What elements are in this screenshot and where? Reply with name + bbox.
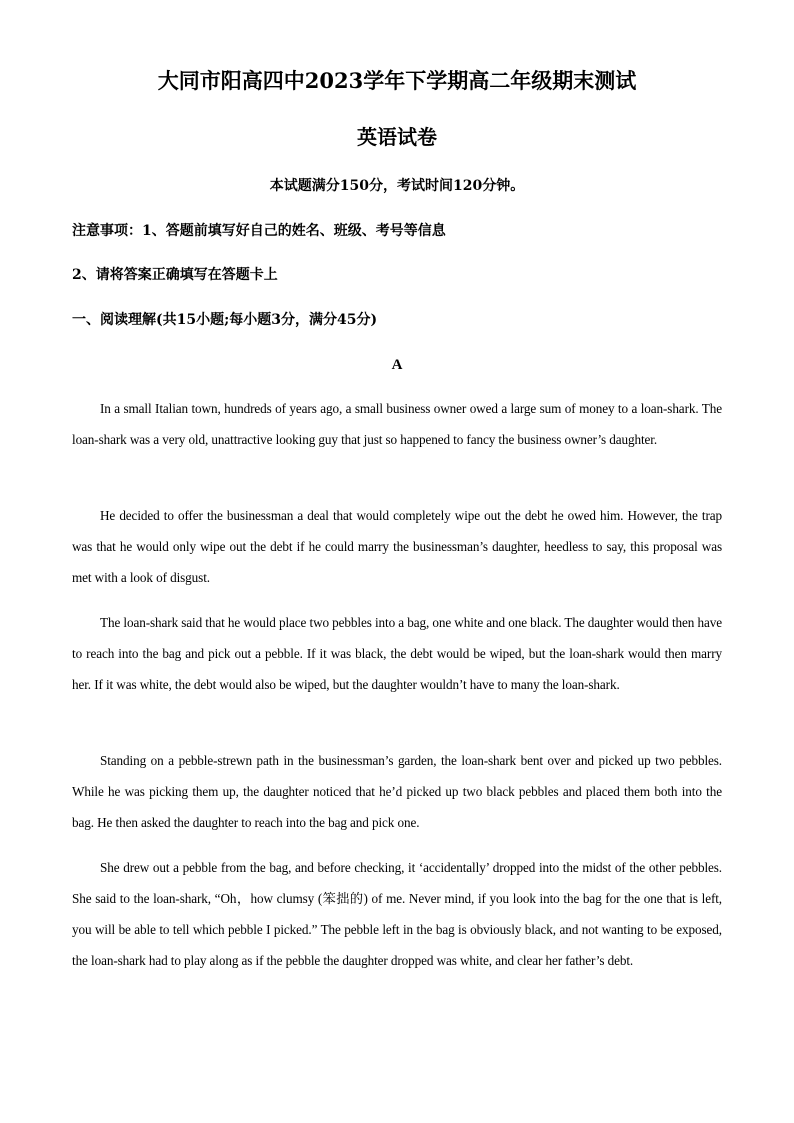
notice-line-1: 注意事项：1、答题前填写好自己的姓名、班级、考号等信息 — [72, 223, 446, 239]
exam-title: 大同市阳高四中2023学年下学期高二年级期末测试 — [157, 68, 637, 93]
section-heading: 一、阅读理解(共15小题;每小题3分，满分45分) — [72, 312, 378, 328]
passage-letter: A — [391, 357, 403, 373]
passage-paragraph: The loan-shark said that he would place two pebbles into a bag, one white and one black. The daughter would then have to reach into the bag and pick out a pebble. If it was black, the debt would be wiped, but the loan-shark would then marry her. If it was white, the debt would also be wiped, but the daughter wouldn’t have to many the loan-shark. — [72, 615, 722, 692]
notice-line-2: 2、请将答案正确填写在答题卡上 — [72, 267, 278, 283]
exam-info: 本试题满分150分，考试时间120分钟。 — [269, 178, 525, 194]
passage-paragraph: He decided to offer the businessman a deal that would completely wipe out the debt he owed him. However, the trap was that he would only wipe out the debt if he could marry the businessman’s daughter, heedless to say, this proposal was met with a look of disgust. — [72, 508, 722, 585]
exam-subtitle: 英语试卷 — [357, 125, 437, 149]
passage-paragraph: Standing on a pebble-strewn path in the businessman’s garden, the loan-shark bent over and picked up two pebbles. While he was picking them up, the daughter noticed that he’d picked up two black pebbles and placed them both into the bag. He then asked the daughter to reach into the bag and pick one. — [72, 753, 722, 830]
passage-paragraph: In a small Italian town, hundreds of years ago, a small business owner owed a large sum of money to a loan-shark. The loan-shark was a very old, unattractive looking guy that just so happened to fancy the business owner’s daughter. — [72, 401, 722, 447]
passage-paragraph: She drew out a pebble from the bag, and before checking, it ‘accidentally’ dropped into the midst of the other pebbles. She said to the loan-shark, “Oh，how clumsy (笨拙的) of me. Never mind, if you look into the bag for the one that is left, you will be able to tell which pebble I picked.” The pebble left in the bag is obviously black, and not wanting to be exposed, the loan-shark had to play along as if the pebble the daughter dropped was white, and clear her father’s debt. — [72, 860, 722, 968]
